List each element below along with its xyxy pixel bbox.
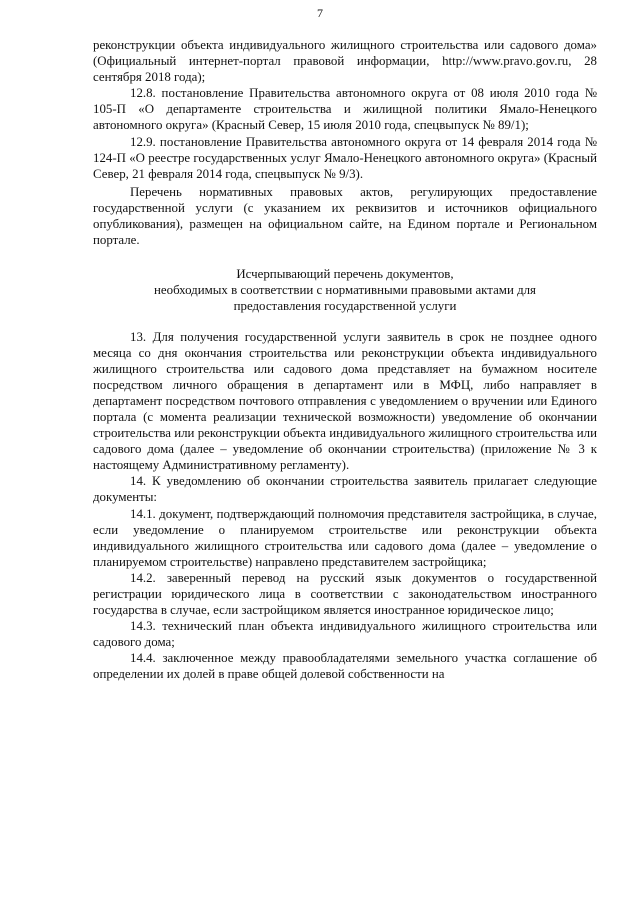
- paragraph-14-2: 14.2. заверенный перевод на русский язык документов о государственной регистрации юридического лица в соответствии с законодательством иностранного государства в случае, если застройщиком является иностранное юридическое лицо;: [93, 570, 597, 618]
- document-body: [93, 37, 597, 683]
- page-number: 7: [317, 6, 323, 20]
- spacer: [93, 315, 597, 329]
- paragraph-regulatory-list: Перечень нормативных правовых актов, регулирующих предоставление государственной услуги (с указанием их реквизитов и источников официального опубликования), размещен на официальном сайте, на Едином портале и Региональном портале.: [93, 184, 597, 248]
- paragraph-14-3: 14.3. технический план объекта индивидуального жилищного строительства или садового дома;: [93, 619, 597, 650]
- paragraph-12-9: 12.9. постановление Правительства автономного округа от 14 февраля 2014 года № 124-П «О реестре государственных услуг Ямало-Ненецкого автономного округа» (Красный Север, 21 февраля 2014 года, спецвыпуск № 9/3).: [93, 134, 597, 181]
- section-heading-line-2: необходимых в соответствии с нормативными правовыми актами для: [154, 283, 536, 298]
- paragraph-continuation: реконструкции объекта индивидуального жилищного строительства или садового дома» (Официальный интернет-портал правовой информации, http://www.pravo.gov.ru, 28 сентября 2018 года);: [93, 38, 597, 85]
- section-heading: [93, 266, 597, 314]
- paragraph-14-4: 14.4. заключенное между правообладателями земельного участка соглашение об определении их долей в праве общей долевой собственности на: [93, 651, 597, 682]
- paragraph-14-1: 14.1. документ, подтверждающий полномочия представителя застройщика, в случае, если уведомление о планируемом строительстве или реконструкции объекта индивидуального жилищного строительства или садового дома (далее – уведомление о планируемом строительстве) направлено представителем застройщика;: [93, 506, 597, 569]
- paragraph-12-8: 12.8. постановление Правительства автономного округа от 08 июля 2010 года № 105-П «О департаменте строительства и жилищной политики Ямало-Ненецкого автономного округа» (Красный Север, 15 июля 2010 года, спецвыпуск № 89/1);: [93, 86, 597, 133]
- paragraph-13: 13. Для получения государственной услуги заявитель в срок не позднее одного месяца со дня окончания строительства или реконструкции объекта индивидуального жилищного строительства или садового дома представляет на бумажном носителе посредством личного обращения в департамент или в МФЦ, либо направляет в департамент посредством почтового отправления с уведомлением о вручении или Единого портала (с момента реализации технической возможности) уведомление об окончании строительства или реконструкции объекта индивидуального жилищного строительства или садового дома (далее – уведомление об окончании строительства) (приложение № 3 к настоящему Административному регламенту).: [93, 329, 597, 473]
- spacer: [93, 248, 597, 266]
- paragraph-14: 14. К уведомлению об окончании строительства заявитель прилагает следующие документы:: [93, 474, 597, 505]
- section-heading-line-3: предоставления государственной услуги: [233, 299, 457, 314]
- section-heading-line-1: Исчерпывающий перечень документов,: [236, 267, 454, 282]
